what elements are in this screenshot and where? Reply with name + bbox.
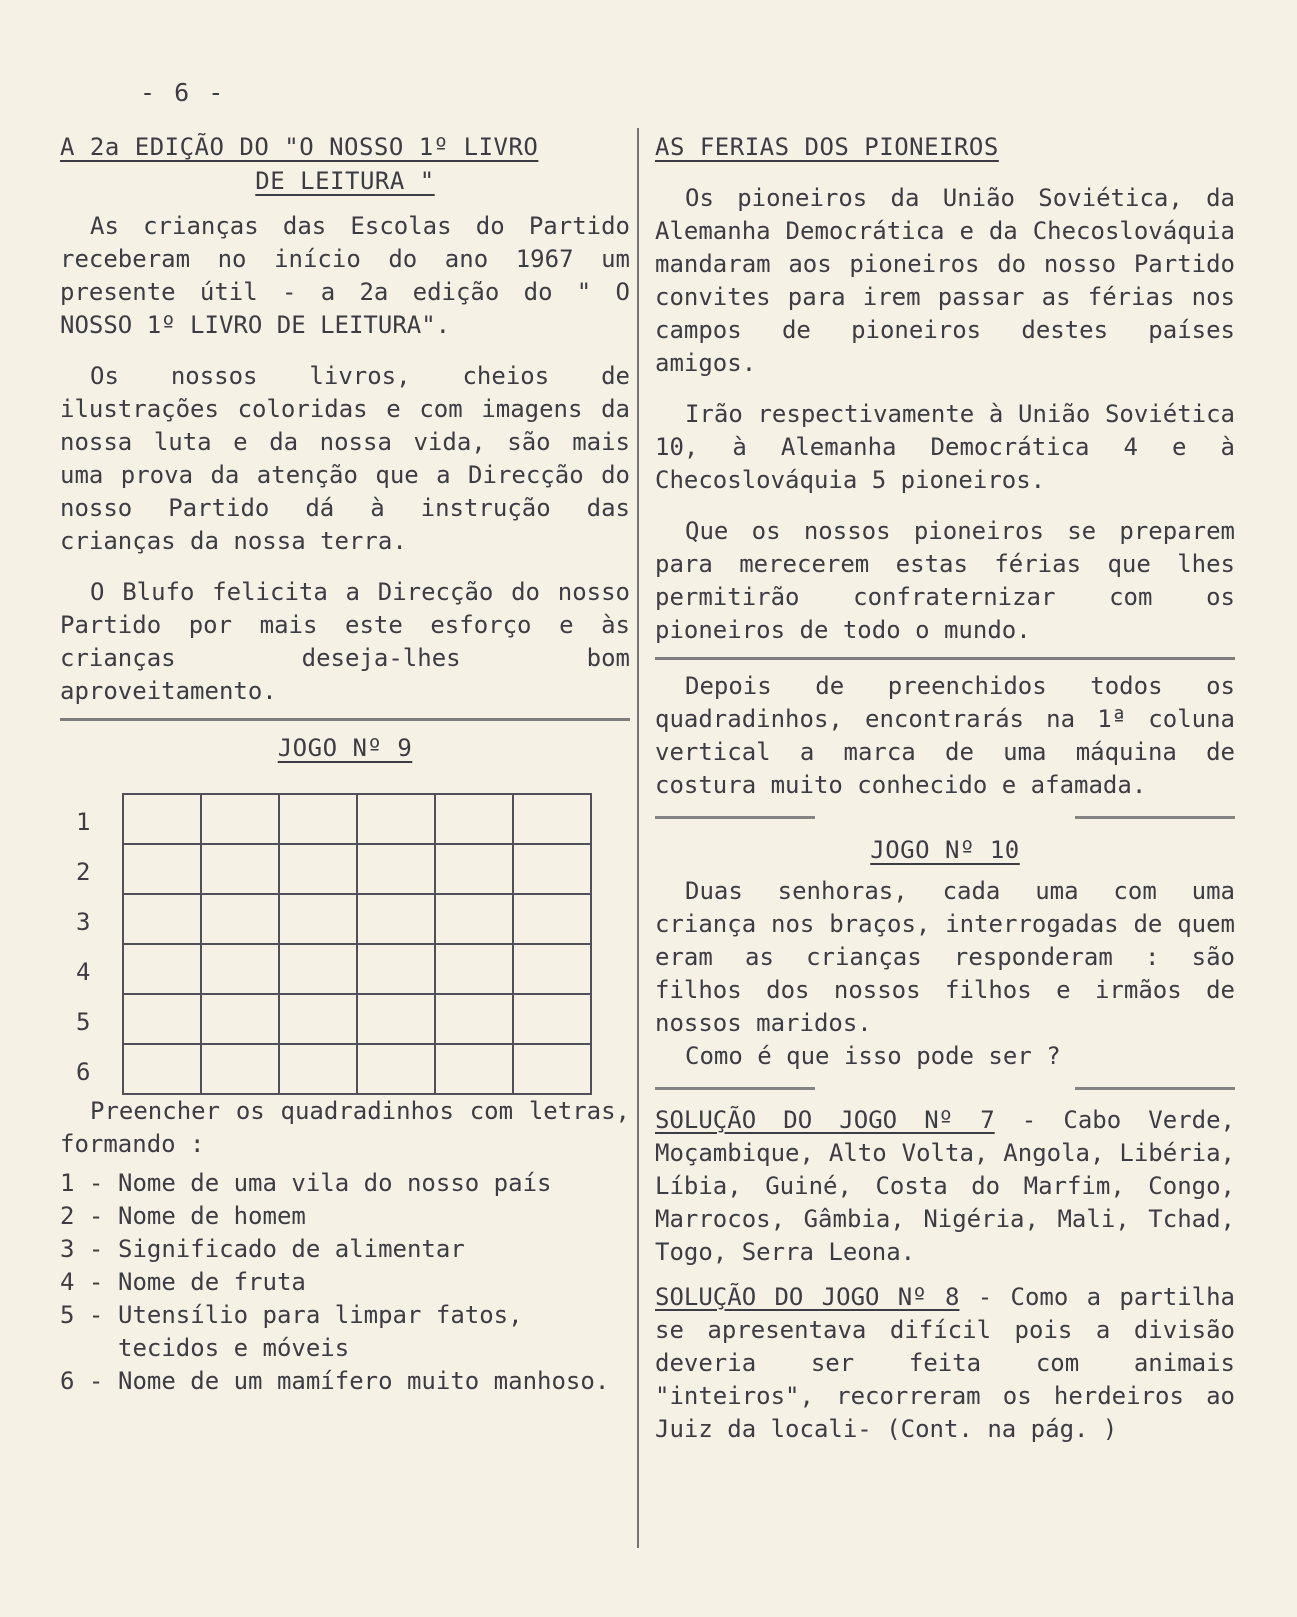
jogo9-instruction: Preencher os quadradinhos com letras, formando : bbox=[60, 1097, 630, 1158]
article-title-line1: A 2a EDIÇÃO DO "O NOSSO 1º LIVRO bbox=[60, 133, 539, 161]
clue-text: Significado de alimentar bbox=[118, 1235, 465, 1263]
row-number: 2 bbox=[76, 858, 91, 886]
grid-cell[interactable] bbox=[513, 894, 591, 944]
clue-item bbox=[60, 1266, 630, 1299]
grid-cell[interactable] bbox=[513, 944, 591, 994]
right-column bbox=[655, 130, 1235, 1446]
grid-cell[interactable] bbox=[513, 844, 591, 894]
row-number: 4 bbox=[76, 958, 91, 986]
grid-cell[interactable] bbox=[279, 894, 357, 944]
clue-text: Nome de um mamífero muito manhoso. bbox=[118, 1367, 610, 1395]
article-title: AS FERIAS DOS PIONEIROS bbox=[655, 133, 999, 161]
grid-cell[interactable] bbox=[357, 844, 435, 894]
clue-item bbox=[60, 1233, 630, 1266]
grid-cell[interactable] bbox=[435, 944, 513, 994]
solution-7-label: SOLUÇÃO DO JOGO Nº 7 bbox=[655, 1106, 995, 1134]
jogo10-question: Como é que isso pode ser ? bbox=[685, 1042, 1061, 1070]
solution-8 bbox=[655, 1281, 1235, 1446]
grid-cell[interactable] bbox=[435, 794, 513, 844]
left-column bbox=[60, 130, 630, 1398]
jogo9-title: JOGO Nº 9 bbox=[277, 734, 413, 762]
grid-cell[interactable] bbox=[201, 944, 279, 994]
grid-cell[interactable] bbox=[201, 844, 279, 894]
crossword-grid-area bbox=[60, 775, 630, 1095]
article-paragraph: O Blufo felicita a Direcção do nosso Partido por mais este esforço e às crianças deseja-lhes bom aproveitamento. bbox=[60, 578, 630, 705]
clue-number: 5 - bbox=[60, 1301, 104, 1329]
clue-item bbox=[60, 1167, 630, 1200]
article-paragraph: As crianças das Escolas do Partido receberam no início do ano 1967 um presente útil - a 2a edição do " O NOSSO 1º LIVRO DE LEITURA". bbox=[60, 212, 630, 339]
grid-cell[interactable] bbox=[123, 994, 201, 1044]
article-paragraph: Os pioneiros da União Soviética, da Alemanha Democrática e da Checoslováquia mandaram aos pioneiros do nosso Partido convites para irem passar as férias nos campos de pioneiros destes países amigos. bbox=[655, 184, 1235, 377]
solution-7-text: - Cabo Verde, Moçambique, Alto Volta, Angola, Libéria, Líbia, Guiné, Costa do Marfim, Congo, Marrocos, Gâmbia, Nigéria, Mali, Tchad, Togo, Serra Leona. bbox=[655, 1106, 1235, 1266]
section-divider bbox=[655, 657, 1235, 660]
grid-cell[interactable] bbox=[357, 994, 435, 1044]
clue-number: 6 - bbox=[60, 1367, 104, 1395]
clue-text: Nome de homem bbox=[118, 1202, 306, 1230]
grid-cell[interactable] bbox=[513, 994, 591, 1044]
article-paragraph: Os nossos livros, cheios de ilustrações coloridas e com imagens da nossa luta e da nossa vida, são mais uma prova da atenção que a Direcção do nosso Partido dá à instrução das crianças da nossa terra. bbox=[60, 362, 630, 555]
column-divider bbox=[637, 128, 639, 1548]
grid-cell[interactable] bbox=[123, 794, 201, 844]
grid-cell[interactable] bbox=[357, 894, 435, 944]
clue-number: 2 - bbox=[60, 1202, 104, 1230]
solution-8-text: - Como a partilha se apresentava difícil pois a divisão deveria ser feita com animais "inteiros", recorreram os herdeiros ao Juiz da locali- (Cont. na pág. ) bbox=[655, 1283, 1235, 1443]
page-number: - 6 - bbox=[140, 78, 226, 107]
clue-list bbox=[60, 1167, 630, 1398]
grid-cell[interactable] bbox=[123, 894, 201, 944]
grid-cell[interactable] bbox=[435, 1044, 513, 1094]
grid-cell[interactable] bbox=[201, 994, 279, 1044]
grid-cell[interactable] bbox=[357, 944, 435, 994]
grid-cell[interactable] bbox=[279, 794, 357, 844]
section-divider bbox=[60, 718, 630, 721]
solution-7 bbox=[655, 1104, 1235, 1269]
grid-cell[interactable] bbox=[123, 944, 201, 994]
clue-text: Nome de uma vila do nosso país bbox=[118, 1169, 552, 1197]
grid-cell[interactable] bbox=[279, 944, 357, 994]
grid-row-numbers bbox=[76, 797, 90, 1097]
grid-cell[interactable] bbox=[123, 844, 201, 894]
grid-cell[interactable] bbox=[435, 994, 513, 1044]
grid-cell[interactable] bbox=[513, 794, 591, 844]
article-paragraph: Que os nossos pioneiros se preparem para merecerem estas férias que lhes permitirão confraternizar com os pioneiros de todo o mundo. bbox=[655, 517, 1235, 644]
article-paragraph: Irão respectivamente à União Soviética 10, à Alemanha Democrática 4 e à Checoslováquia 5 pioneiros. bbox=[655, 400, 1235, 494]
short-dividers bbox=[655, 816, 1235, 819]
clue-number: 4 - bbox=[60, 1268, 104, 1296]
clue-item bbox=[60, 1200, 630, 1233]
clue-item bbox=[60, 1365, 630, 1398]
grid-cell[interactable] bbox=[357, 1044, 435, 1094]
grid-cell[interactable] bbox=[435, 894, 513, 944]
grid-cell[interactable] bbox=[279, 994, 357, 1044]
grid-cell[interactable] bbox=[201, 894, 279, 944]
short-dividers bbox=[655, 1087, 1235, 1090]
puzzle-note: Depois de preenchidos todos os quadradinhos, encontrarás na 1ª coluna vertical a marca de uma máquina de costura muito conhecido e afamada. bbox=[655, 672, 1235, 799]
row-number: 1 bbox=[76, 808, 91, 836]
grid-cell[interactable] bbox=[201, 1044, 279, 1094]
grid-cell[interactable] bbox=[279, 844, 357, 894]
jogo10-title: JOGO Nº 10 bbox=[870, 836, 1020, 864]
clue-text: Nome de fruta bbox=[118, 1268, 306, 1296]
grid-cell[interactable] bbox=[513, 1044, 591, 1094]
row-number: 6 bbox=[76, 1058, 91, 1086]
clue-item bbox=[60, 1299, 630, 1365]
grid-cell[interactable] bbox=[357, 794, 435, 844]
article-title-line2: DE LEITURA " bbox=[255, 167, 435, 195]
clue-number: 1 - bbox=[60, 1169, 104, 1197]
row-number: 5 bbox=[76, 1008, 91, 1036]
crossword-grid bbox=[122, 793, 592, 1095]
clue-text: Utensílio para limpar fatos, tecidos e móveis bbox=[118, 1301, 523, 1362]
solution-8-label: SOLUÇÃO DO JOGO Nº 8 bbox=[655, 1283, 960, 1311]
grid-cell[interactable] bbox=[201, 794, 279, 844]
grid-cell[interactable] bbox=[279, 1044, 357, 1094]
clue-number: 3 - bbox=[60, 1235, 104, 1263]
grid-cell[interactable] bbox=[123, 1044, 201, 1094]
grid-cell[interactable] bbox=[435, 844, 513, 894]
row-number: 3 bbox=[76, 908, 91, 936]
jogo10-paragraph: Duas senhoras, cada uma com uma criança nos braços, interrogadas de quem eram as crianças responderam : são filhos dos nossos filhos e irmãos de nossos maridos. bbox=[655, 877, 1235, 1037]
